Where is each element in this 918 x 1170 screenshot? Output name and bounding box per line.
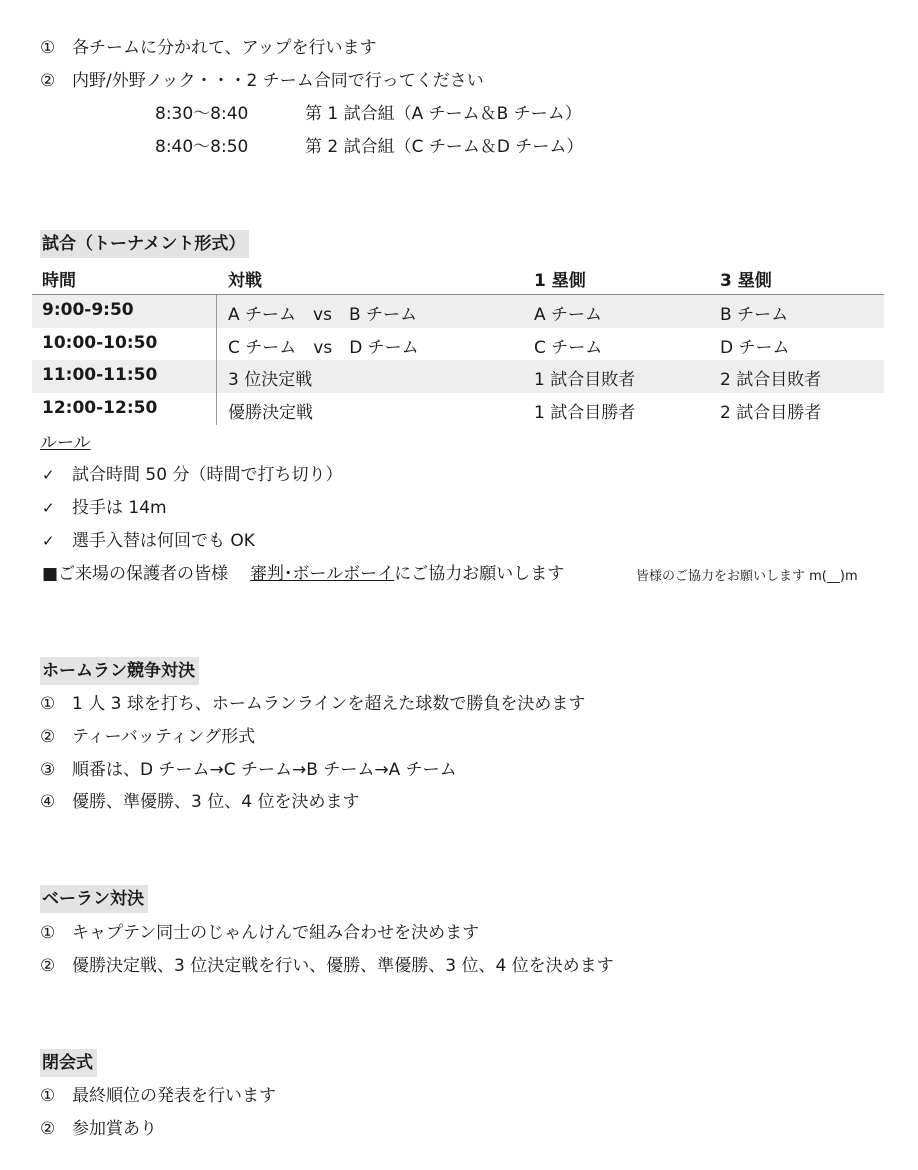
thanks-note: 皆様のご協力をお願いします m(__)m — [636, 569, 858, 584]
guardians-notice — [42, 562, 564, 586]
rule-item — [42, 496, 167, 520]
homerun-item — [40, 758, 457, 782]
closing-item — [40, 1117, 157, 1141]
item-text: キャプテン同士のじゃんけんで組み合わせを決めます — [72, 923, 480, 943]
homerun-heading: ホームラン競争対決 — [40, 657, 199, 685]
item-text: 各チームに分かれて、アップを行います — [72, 38, 377, 58]
item-number: ② — [40, 727, 56, 747]
item-number: ② — [40, 956, 56, 976]
row-match: 3 位決定戦 — [228, 370, 313, 390]
check-icon: ✓ — [42, 532, 55, 550]
header-time: 時間 — [42, 271, 76, 291]
row-time: 11:00-11:50 — [42, 365, 158, 385]
item-number: ① — [40, 694, 56, 714]
item-text: 優勝、準優勝、3 位、4 位を決めます — [72, 792, 360, 812]
row-first-base: A チーム — [534, 305, 603, 325]
row-match: 優勝決定戦 — [228, 402, 313, 423]
row-first-base: 1 試合目勝者 — [534, 402, 636, 423]
table-header — [32, 262, 884, 295]
item-text: 参加賞あり — [72, 1119, 157, 1139]
row-match: C チーム vs D チーム — [228, 337, 419, 358]
guardians-prefix: ■ご来場の保護者の皆様 — [42, 564, 229, 584]
closing-heading: 閉会式 — [40, 1049, 97, 1077]
item-number: ④ — [40, 792, 56, 812]
baserun-heading: ベーラン対決 — [40, 885, 148, 913]
rules-label: ルール — [40, 433, 91, 453]
knock-desc: 第 2 試合組（C チーム＆D チーム） — [305, 137, 584, 157]
column-divider — [216, 295, 217, 425]
row-time: 9:00-9:50 — [42, 300, 134, 320]
guardians-underlined: 審判･ボールボーイ — [250, 564, 395, 584]
intro-item — [40, 69, 484, 93]
item-number: ① — [40, 38, 56, 58]
homerun-item — [40, 692, 585, 716]
knock-schedule-row — [155, 102, 582, 126]
row-time: 12:00-12:50 — [42, 397, 158, 418]
row-first-base: C チーム — [534, 337, 603, 358]
item-text: 優勝決定戦、3 位決定戦を行い、優勝、準優勝、3 位、4 位を決めます — [72, 956, 614, 976]
item-number: ② — [40, 71, 56, 91]
item-text: 最終順位の発表を行います — [72, 1086, 276, 1106]
tournament-heading: 試合（トーナメント形式） — [40, 230, 249, 258]
header-third-base: 3 塁側 — [720, 271, 772, 291]
table-row — [32, 393, 884, 426]
homerun-item — [40, 790, 359, 814]
row-third-base: B チーム — [720, 305, 789, 325]
check-icon: ✓ — [42, 466, 55, 484]
baserun-item — [40, 954, 614, 978]
header-match: 対戦 — [228, 271, 262, 291]
row-first-base: 1 試合目敗者 — [534, 370, 636, 390]
row-third-base: 2 試合目敗者 — [720, 370, 822, 390]
item-number: ③ — [40, 760, 56, 780]
item-number: ② — [40, 1119, 56, 1139]
check-icon: ✓ — [42, 499, 55, 517]
knock-desc: 第 1 試合組（A チーム＆B チーム） — [305, 104, 582, 124]
table-row — [32, 295, 884, 328]
closing-item — [40, 1084, 276, 1108]
row-time: 10:00-10:50 — [42, 332, 158, 353]
item-text: 1 人 3 球を打ち、ホームランラインを超えた球数で勝負を決めます — [72, 694, 586, 714]
header-first-base: 1 塁側 — [534, 271, 586, 291]
table-row — [32, 360, 884, 393]
guardians-suffix: にご協力お願いします — [394, 564, 565, 584]
intro-item — [40, 36, 376, 60]
item-number: ① — [40, 923, 56, 943]
item-text: 順番は、D チーム→C チーム→B チーム→A チーム — [72, 760, 457, 780]
knock-time: 8:40～8:50 — [155, 137, 249, 157]
item-text: ティーバッティング形式 — [72, 727, 256, 747]
tournament-table — [32, 262, 884, 425]
table-row — [32, 328, 884, 361]
row-third-base: D チーム — [720, 337, 790, 358]
baserun-item — [40, 921, 479, 945]
rule-item — [42, 463, 342, 487]
homerun-item — [40, 725, 255, 749]
row-third-base: 2 試合目勝者 — [720, 402, 822, 423]
rule-item — [42, 529, 255, 553]
knock-schedule-row — [155, 135, 583, 159]
knock-time: 8:30～8:40 — [155, 104, 249, 124]
rule-text: 投手は 14m — [72, 498, 167, 518]
item-text: 内野/外野ノック・・・2 チーム合同で行ってください — [72, 71, 484, 91]
item-number: ① — [40, 1086, 56, 1106]
row-match: A チーム vs B チーム — [228, 305, 418, 325]
rule-text: 試合時間 50 分（時間で打ち切り） — [72, 465, 343, 485]
rule-text: 選手入替は何回でも OK — [72, 531, 255, 551]
